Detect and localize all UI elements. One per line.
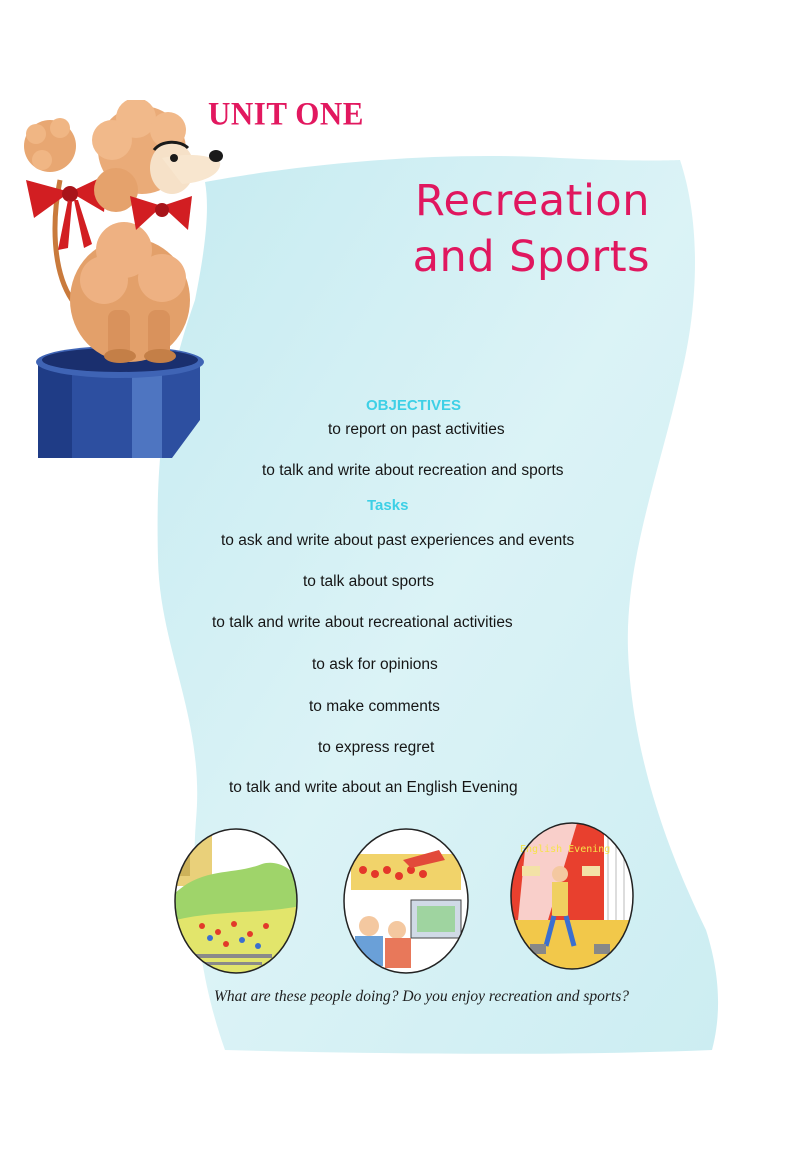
- sports-field-illustration: [172, 826, 300, 976]
- stage-banner-text: English Evening: [520, 844, 611, 855]
- task-item: to express regret: [318, 739, 435, 756]
- objective-item: to talk and write about recreation and sports: [262, 462, 564, 479]
- task-item: to ask for opinions: [312, 656, 438, 673]
- page-title-line-2: and Sports: [412, 232, 650, 282]
- objective-item: to report on past activities: [328, 421, 505, 438]
- task-item: to make comments: [309, 698, 440, 715]
- task-item: to talk and write about recreational activities: [212, 614, 513, 631]
- english-evening-illustration: [508, 820, 636, 972]
- poodle-illustration: [12, 100, 242, 462]
- unit-heading: UNIT ONE: [208, 95, 364, 132]
- task-item: to talk about sports: [303, 573, 434, 590]
- task-item: to ask and write about past experiences and events: [221, 532, 575, 549]
- tasks-heading: Tasks: [367, 497, 409, 514]
- discussion-question: What are these people doing? Do you enjoy recreation and sports?: [214, 988, 629, 1005]
- page-title-line-1: Recreation: [415, 176, 650, 226]
- task-item: to talk and write about an English Evening: [229, 779, 518, 796]
- objectives-heading: OBJECTIVES: [366, 397, 462, 414]
- watching-tv-illustration: [341, 826, 471, 976]
